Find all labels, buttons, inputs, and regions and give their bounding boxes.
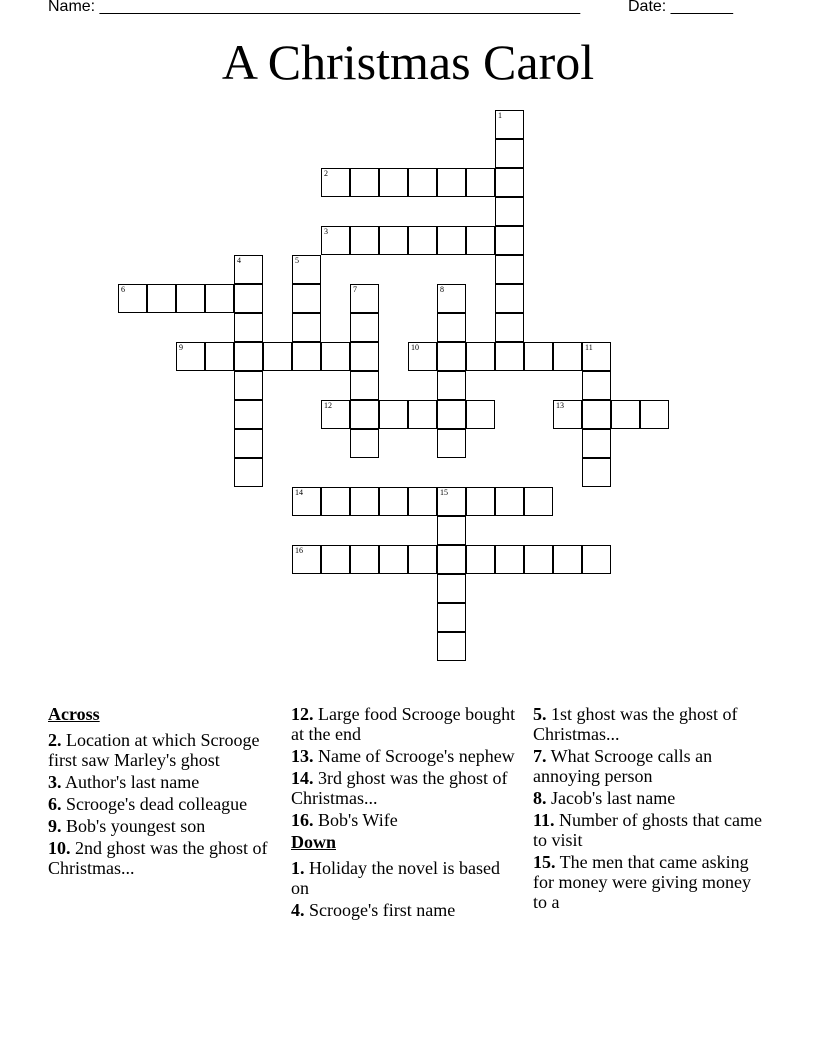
crossword-cell[interactable] (408, 342, 437, 371)
crossword-cell[interactable] (350, 487, 379, 516)
crossword-cell[interactable] (582, 429, 611, 458)
clue-number: 7 (353, 285, 357, 294)
clue-number: 13 (556, 401, 564, 410)
clue-number-label: 12. (291, 704, 314, 724)
crossword-cell[interactable] (495, 487, 524, 516)
crossword-cell[interactable] (437, 226, 466, 255)
crossword-cell[interactable] (437, 487, 466, 516)
crossword-cell[interactable] (292, 545, 321, 574)
crossword-cell[interactable] (495, 110, 524, 139)
crossword-cell[interactable] (466, 342, 495, 371)
crossword-cell[interactable] (437, 400, 466, 429)
crossword-cell[interactable] (495, 197, 524, 226)
across-heading: Across (48, 704, 100, 724)
crossword-cell[interactable] (234, 371, 263, 400)
clue-number: 3 (324, 227, 328, 236)
clue-number: 9 (179, 343, 183, 352)
across-clue-list-continued (291, 704, 521, 830)
clue-number-label: 16. (291, 810, 314, 830)
crossword-cell[interactable] (321, 487, 350, 516)
clue-item (291, 768, 521, 808)
crossword-cell[interactable] (292, 255, 321, 284)
crossword-cell[interactable] (408, 400, 437, 429)
down-clue-list-continued (533, 704, 763, 912)
crossword-cell[interactable] (350, 342, 379, 371)
clue-item (533, 788, 763, 808)
crossword-cell[interactable] (350, 371, 379, 400)
clue-item (48, 730, 278, 770)
crossword-cell[interactable] (408, 545, 437, 574)
crossword-cell[interactable] (524, 342, 553, 371)
clue-number-label: 13. (291, 746, 314, 766)
crossword-cell[interactable] (379, 545, 408, 574)
crossword-cell[interactable] (292, 284, 321, 313)
crossword-cell[interactable] (582, 400, 611, 429)
crossword-cell[interactable] (379, 400, 408, 429)
across-clue-list (48, 730, 278, 878)
crossword-cell[interactable] (466, 168, 495, 197)
crossword-cell[interactable] (466, 545, 495, 574)
clue-number-label: 8. (533, 788, 547, 808)
clue-text: Jacob's last name (546, 788, 676, 808)
crossword-cell[interactable] (437, 429, 466, 458)
clue-text: Large food Scrooge bought at the end (291, 704, 516, 744)
clue-text: Author's last name (61, 772, 200, 792)
clue-item (533, 852, 763, 912)
crossword-cell[interactable] (234, 255, 263, 284)
crossword-cell[interactable] (437, 574, 466, 603)
clue-item (291, 746, 521, 766)
crossword-cell[interactable] (321, 545, 350, 574)
crossword-cell[interactable] (234, 429, 263, 458)
clue-item (533, 810, 763, 850)
crossword-cell[interactable] (234, 284, 263, 313)
clue-item (48, 838, 278, 878)
crossword-cell[interactable] (350, 429, 379, 458)
crossword-cell[interactable] (263, 342, 292, 371)
crossword-cell[interactable] (350, 545, 379, 574)
crossword-cell[interactable] (350, 284, 379, 313)
clue-number: 2 (324, 169, 328, 178)
crossword-cell[interactable] (321, 168, 350, 197)
clue-item (533, 704, 763, 744)
clue-number: 1 (498, 111, 502, 120)
crossword-cell[interactable] (292, 487, 321, 516)
crossword-cell[interactable] (437, 516, 466, 545)
crossword-cell[interactable] (553, 545, 582, 574)
crossword-cell[interactable] (176, 284, 205, 313)
crossword-cell[interactable] (321, 226, 350, 255)
clue-item (291, 858, 521, 898)
crossword-cell[interactable] (292, 313, 321, 342)
crossword-cell[interactable] (437, 313, 466, 342)
clue-text: Scrooge's first name (304, 900, 456, 920)
clue-text: Bob's youngest son (61, 816, 206, 836)
crossword-cell[interactable] (640, 400, 669, 429)
crossword-cell[interactable] (437, 371, 466, 400)
crossword-cell[interactable] (408, 226, 437, 255)
clue-text: What Scrooge calls an annoying person (533, 746, 713, 786)
clue-number-label: 5. (533, 704, 547, 724)
clue-number-label: 6. (48, 794, 62, 814)
clue-text: Bob's Wife (313, 810, 398, 830)
crossword-cell[interactable] (582, 371, 611, 400)
clue-number: 6 (121, 285, 125, 294)
crossword-cell[interactable] (234, 458, 263, 487)
crossword-cell[interactable] (205, 342, 234, 371)
crossword-cell[interactable] (495, 255, 524, 284)
crossword-cell[interactable] (524, 487, 553, 516)
clue-number-label: 3. (48, 772, 62, 792)
crossword-cell[interactable] (350, 226, 379, 255)
crossword-cell[interactable] (495, 226, 524, 255)
crossword-cell[interactable] (379, 168, 408, 197)
clue-item (291, 900, 521, 920)
clue-number: 16 (295, 546, 303, 555)
crossword-cell[interactable] (582, 545, 611, 574)
crossword-cell[interactable] (205, 284, 234, 313)
crossword-cell[interactable] (408, 168, 437, 197)
clue-number-label: 14. (291, 768, 314, 788)
crossword-cell[interactable] (582, 342, 611, 371)
crossword-cell[interactable] (553, 342, 582, 371)
clue-text: The men that came asking for money were giving money to a (533, 852, 751, 912)
crossword-cell[interactable] (118, 284, 147, 313)
crossword-cell[interactable] (350, 313, 379, 342)
clue-number: 11 (585, 343, 593, 352)
clue-item (48, 816, 278, 836)
clue-item (533, 746, 763, 786)
crossword-cell[interactable] (466, 226, 495, 255)
clue-number-label: 1. (291, 858, 305, 878)
crossword-cell[interactable] (495, 284, 524, 313)
clue-item (291, 704, 521, 744)
clue-number: 10 (411, 343, 419, 352)
clue-text: 3rd ghost was the ghost of Christmas... (291, 768, 508, 808)
clues-column-2 (291, 704, 521, 922)
clue-item (291, 810, 521, 830)
clue-number-label: 15. (533, 852, 556, 872)
clue-text: Location at which Scrooge first saw Marley's ghost (48, 730, 260, 770)
crossword-cell[interactable] (495, 139, 524, 168)
crossword-cell[interactable] (495, 545, 524, 574)
crossword-cell[interactable] (495, 342, 524, 371)
clue-number-label: 9. (48, 816, 62, 836)
clue-number: 14 (295, 488, 303, 497)
clue-number: 4 (237, 256, 241, 265)
down-clue-list (291, 858, 521, 920)
crossword-cell[interactable] (611, 400, 640, 429)
crossword-cell[interactable] (234, 342, 263, 371)
crossword-cell[interactable] (234, 313, 263, 342)
crossword-cell[interactable] (466, 400, 495, 429)
clue-number-label: 10. (48, 838, 71, 858)
page-title: A Christmas Carol (221, 34, 595, 90)
clues-column-1 (48, 704, 278, 880)
crossword-cell[interactable] (321, 342, 350, 371)
name-field-label: Name: ______________________________________________________ (48, 0, 581, 15)
clue-number: 15 (440, 488, 448, 497)
crossword-cell[interactable] (437, 284, 466, 313)
crossword-cell[interactable] (147, 284, 176, 313)
crossword-cell[interactable] (553, 400, 582, 429)
crossword-cell[interactable] (350, 168, 379, 197)
crossword-cell[interactable] (495, 313, 524, 342)
clue-text: 2nd ghost was the ghost of Christmas... (48, 838, 268, 878)
crossword-cell[interactable] (408, 487, 437, 516)
clue-number-label: 4. (291, 900, 305, 920)
clue-text: 1st ghost was the ghost of Christmas... (533, 704, 738, 744)
clue-number: 12 (324, 401, 332, 410)
crossword-cell[interactable] (582, 458, 611, 487)
date-field-label: Date: _______ (628, 0, 733, 15)
clue-number-label: 7. (533, 746, 547, 766)
clues-column-3 (533, 704, 763, 914)
crossword-cell[interactable] (437, 545, 466, 574)
clue-number-label: 2. (48, 730, 62, 750)
clue-text: Name of Scrooge's nephew (313, 746, 515, 766)
crossword-cell[interactable] (176, 342, 205, 371)
crossword-cell[interactable] (379, 226, 408, 255)
crossword-cell[interactable] (350, 400, 379, 429)
crossword-cell[interactable] (495, 168, 524, 197)
crossword-cell[interactable] (437, 632, 466, 661)
clue-text: Number of ghosts that came to visit (533, 810, 762, 850)
crossword-cell[interactable] (292, 342, 321, 371)
clue-text: Scrooge's dead colleague (61, 794, 248, 814)
crossword-cell[interactable] (437, 168, 466, 197)
clue-number-label: 11. (533, 810, 555, 830)
crossword-cell[interactable] (466, 487, 495, 516)
clue-number: 8 (440, 285, 444, 294)
clue-text: Holiday the novel is based on (291, 858, 500, 898)
clue-item (48, 772, 278, 792)
crossword-cell[interactable] (524, 545, 553, 574)
crossword-cell[interactable] (234, 400, 263, 429)
crossword-cell[interactable] (437, 603, 466, 632)
clue-item (48, 794, 278, 814)
down-heading: Down (291, 832, 337, 852)
clue-number: 5 (295, 256, 299, 265)
crossword-cell[interactable] (437, 342, 466, 371)
crossword-cell[interactable] (379, 487, 408, 516)
crossword-cell[interactable] (321, 400, 350, 429)
